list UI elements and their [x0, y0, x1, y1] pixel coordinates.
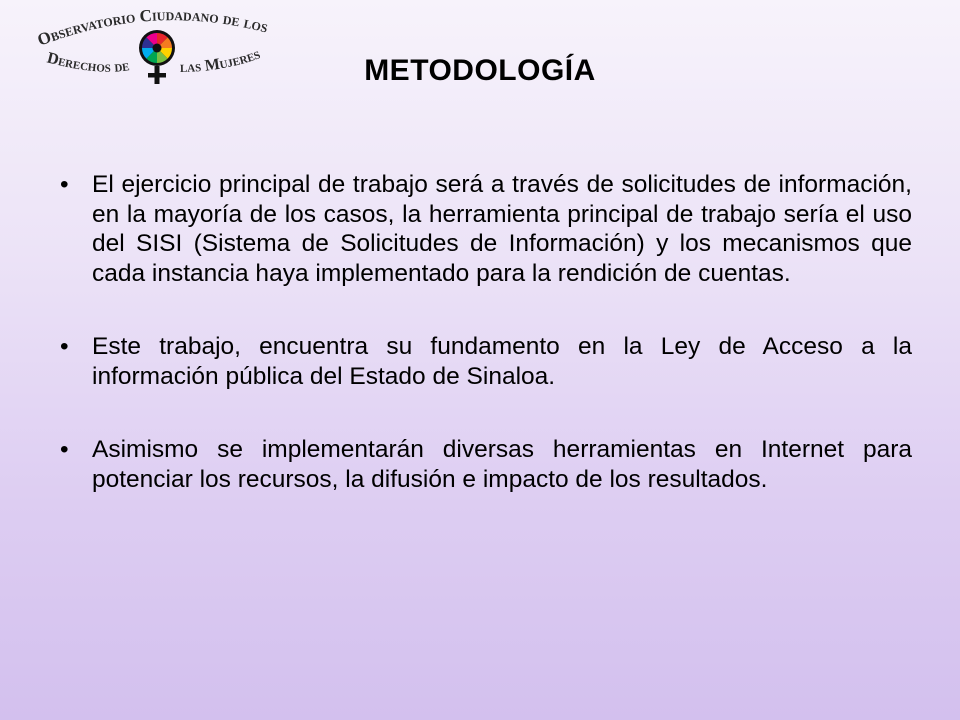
logo-line1: Observatorio Ciudadano de los — [34, 6, 271, 50]
bullet-item — [58, 170, 912, 288]
bullet-text: Asimismo se implementarán diversas herramientas en Internet para potenciar los recursos, la difusión e impacto de los resultados. — [92, 436, 912, 493]
bullet-item — [58, 332, 912, 391]
slide-title: METODOLOGÍA — [364, 54, 596, 87]
bullet-marker: • — [60, 436, 69, 463]
bullet-text: Este trabajo, encuentra su fundamento en la Ley de Acceso a la información pública del Estado de Sinaloa. — [92, 333, 912, 390]
bullet-item — [58, 435, 912, 494]
logo-line2-left: Derechos de — [45, 49, 131, 76]
bullet-list — [58, 170, 912, 494]
bullet-marker: • — [60, 171, 69, 198]
logo-line2-right: las Mujeres — [179, 45, 263, 77]
bullet-text: El ejercicio principal de trabajo será a través de solicitudes de información, en la mayoría de los casos, la herramienta principal de trabajo sería el uso del SISI (Sistema de Solicitudes de Información) y los mecanismos que cada instancia haya implementado para la rendición de cuentas. — [92, 171, 912, 287]
bullet-marker: • — [60, 333, 69, 360]
